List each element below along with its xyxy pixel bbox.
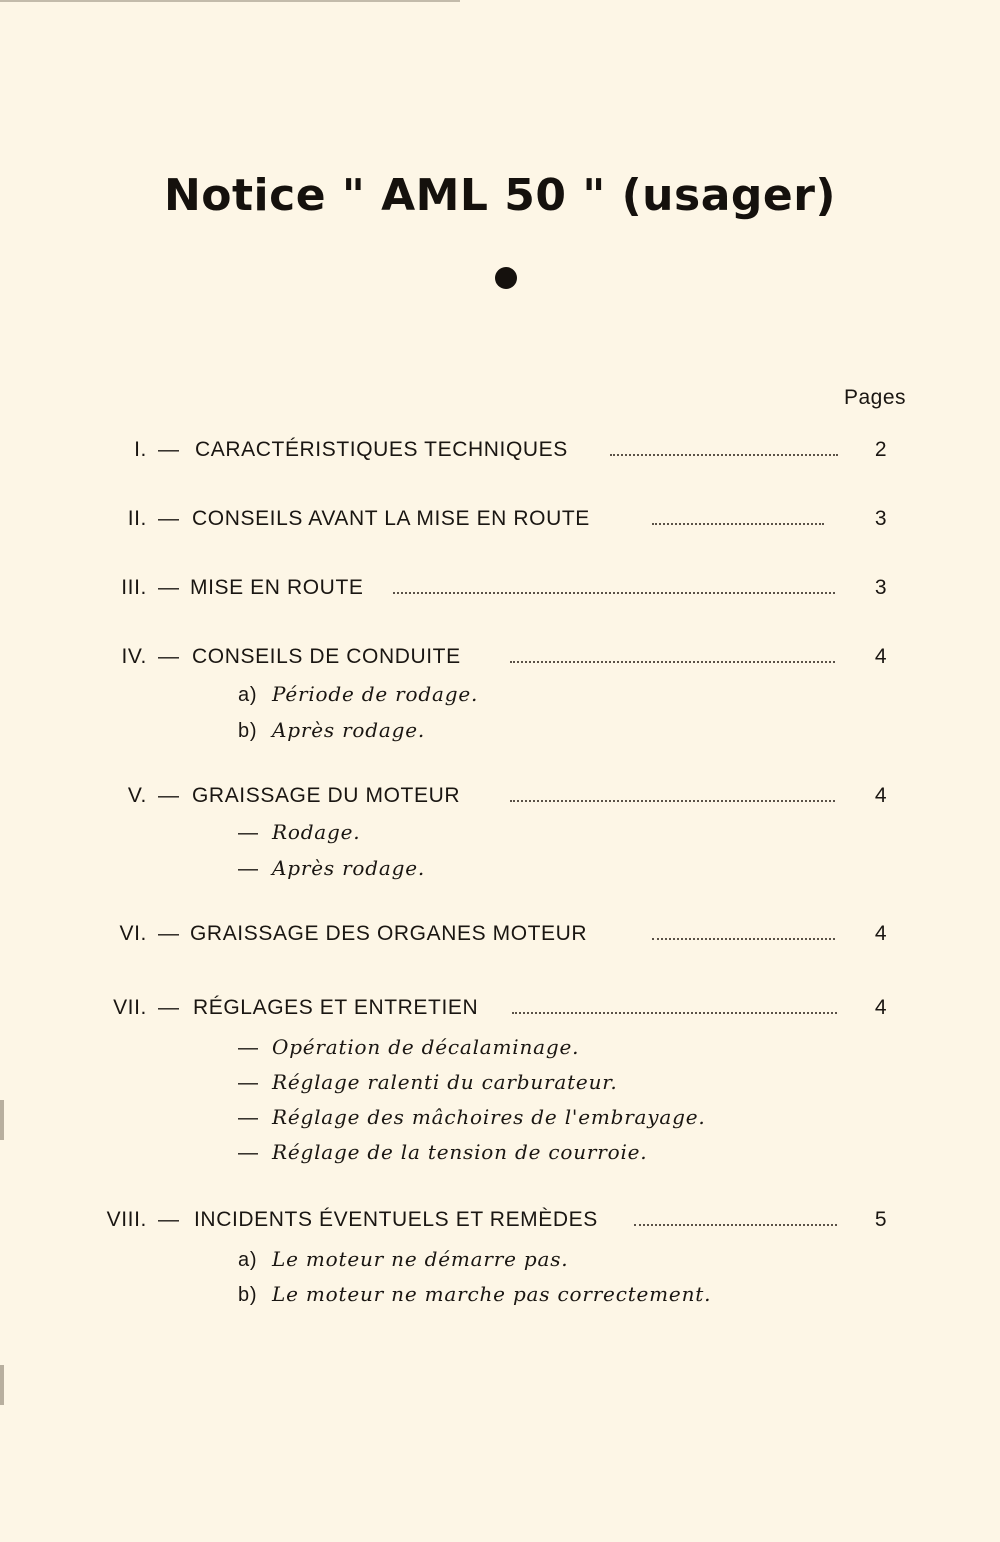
subitem [238,1247,568,1272]
scan-mark [0,1100,4,1140]
section-dash: — [158,438,180,461]
subitem [238,820,360,845]
subitem-marker: — [238,1037,259,1059]
section-heading: GRAISSAGE DES ORGANES MOTEUR [190,922,588,945]
toc-entry [0,507,1000,537]
subitem-marker: b) [238,720,258,742]
section-heading: CONSEILS DE CONDUITE [192,645,461,668]
subitem-text: Rodage. [272,820,361,844]
subitem [238,1070,618,1095]
document-title: Notice " AML 50 " (usager) [163,170,837,221]
subitem-text: Réglage ralenti du carburateur. [272,1070,618,1094]
toc-entry [0,438,1000,468]
subitem-marker: — [238,1107,259,1129]
toc-entry [0,922,1000,952]
page-number: 4 [874,922,888,945]
subitem-text: Réglage de la tension de courroie. [272,1140,648,1164]
top-rule [0,0,460,2]
subitem-marker: a) [238,1249,258,1271]
section-heading: GRAISSAGE DU MOTEUR [192,784,461,807]
bullet-ornament [495,267,517,289]
section-number: IV. [121,645,147,668]
section-number: VII. [113,996,147,1019]
toc-entry [0,1208,1000,1238]
dot-leader [512,1012,837,1014]
section-number: II. [127,507,147,530]
toc-entry [0,645,1000,675]
subitem [238,856,425,881]
subitem [238,682,478,707]
toc-entry [0,576,1000,606]
subitem-text: Opération de décalaminage. [272,1035,580,1059]
dot-leader [652,938,835,940]
section-dash: — [158,507,180,530]
section-number: V. [127,784,147,807]
subitem-marker: — [238,1142,259,1164]
section-heading: INCIDENTS ÉVENTUELS ET REMÈDES [194,1208,598,1231]
page-number: 5 [874,1208,888,1231]
subitem [238,1035,579,1060]
dot-leader [610,454,838,456]
scan-mark [0,1365,4,1405]
section-number: VI. [119,922,147,945]
section-dash: — [158,784,180,807]
subitem [238,1105,706,1130]
subitem-marker: — [238,858,259,880]
subitem-text: Le moteur ne démarre pas. [272,1247,569,1271]
page-number: 4 [874,784,888,807]
page-number: 4 [874,996,888,1019]
pages-column-header: Pages [844,386,907,409]
subitem-text: Après rodage. [272,718,425,742]
page-number: 3 [874,507,888,530]
section-dash: — [158,996,180,1019]
toc-entry [0,996,1000,1026]
section-number: VIII. [106,1208,147,1231]
section-number: I. [134,438,147,461]
subitem [238,1140,647,1165]
section-dash: — [158,1208,180,1231]
subitem-marker: — [238,1072,259,1094]
section-dash: — [158,576,180,599]
page-number: 4 [874,645,888,668]
section-heading: CARACTÉRISTIQUES TECHNIQUES [195,438,568,461]
section-dash: — [158,645,180,668]
section-heading: CONSEILS AVANT LA MISE EN ROUTE [192,507,590,530]
dot-leader [652,523,824,525]
subitem [238,718,425,743]
subitem-marker: — [238,822,259,844]
dot-leader [393,592,835,594]
subitem-text: Période de rodage. [272,682,479,706]
subitem-text: Réglage des mâchoires de l'embrayage. [272,1105,706,1129]
page-number: 3 [874,576,888,599]
subitem-text: Après rodage. [272,856,425,880]
subitem-marker: b) [238,1284,258,1306]
dot-leader [510,800,835,802]
subitem-text: Le moteur ne marche pas correctement. [272,1282,712,1306]
section-heading: MISE EN ROUTE [190,576,364,599]
section-heading: RÉGLAGES ET ENTRETIEN [193,996,479,1019]
section-dash: — [158,922,180,945]
dot-leader [634,1224,837,1226]
section-number: III. [121,576,147,599]
subitem-marker: a) [238,684,258,706]
dot-leader [510,661,835,663]
toc-entry [0,784,1000,814]
page-number: 2 [874,438,888,461]
subitem [238,1282,711,1307]
